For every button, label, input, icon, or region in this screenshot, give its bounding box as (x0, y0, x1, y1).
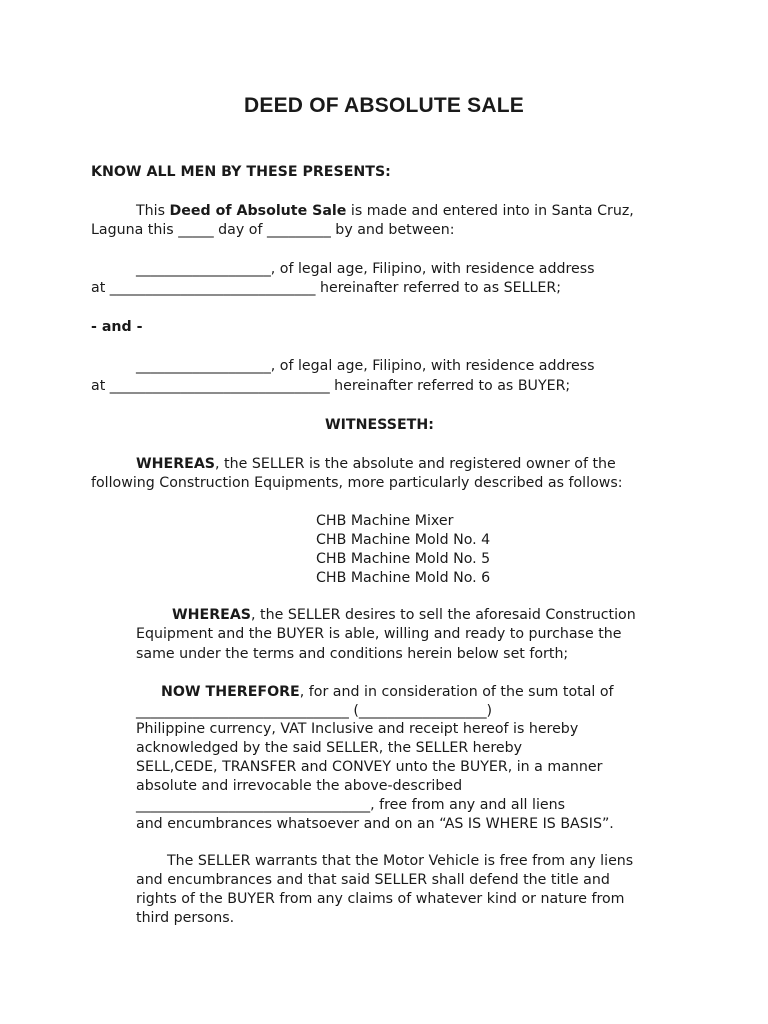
now-therefore-line-7: _________________________________, free from any and all liens (136, 797, 565, 813)
opening-line: KNOW ALL MEN BY THESE PRESENTS: (91, 164, 391, 180)
equipment-item: CHB Machine Mixer (316, 513, 454, 529)
warranty-line-3: rights of the BUYER from any claims of whatever kind or nature from (136, 891, 625, 907)
warranty-line-4: third persons. (136, 910, 235, 926)
whereas2-line-2: Equipment and the BUYER is able, willing and ready to purchase the (136, 626, 622, 642)
now-therefore-line-2: ______________________________ (__________________) (136, 703, 493, 719)
buyer-line-2: at _______________________________ hereinafter referred to as BUYER; (91, 378, 571, 394)
and-separator: - and - (91, 319, 143, 335)
intro-line-2: Laguna this _____ day of _________ by and between: (91, 222, 455, 238)
whereas2-rest: , the SELLER desires to sell the aforesaid Construction (251, 607, 636, 623)
intro-rest: is made and entered into in Santa Cruz, (346, 203, 634, 219)
whereas2-line-3: same under the terms and conditions herein below set forth; (136, 646, 569, 662)
now-therefore-line-3: Philippine currency, VAT Inclusive and receipt hereof is hereby (136, 721, 579, 737)
now-therefore-bold: NOW THEREFORE (161, 684, 300, 700)
intro-bold-deed: Deed of Absolute Sale (169, 203, 347, 219)
document-title: DEED OF ABSOLUTE SALE (244, 94, 524, 117)
witnesseth-heading: WITNESSETH: (325, 417, 434, 433)
now-therefore-line-8: and encumbrances whatsoever and on an “AS IS WHERE IS BASIS”. (136, 816, 614, 832)
now-therefore-line-6: absolute and irrevocable the above-described (136, 778, 463, 794)
equipment-item: CHB Machine Mold No. 4 (316, 532, 491, 548)
whereas2-bold: WHEREAS (172, 607, 252, 623)
intro-prefix: This (136, 203, 170, 219)
seller-line-1: ___________________, of legal age, Filipino, with residence address (136, 261, 595, 277)
buyer-line-1: ___________________, of legal age, Filipino, with residence address (136, 358, 595, 374)
intro-line-1 (136, 202, 634, 221)
whereas1-bold: WHEREAS (136, 456, 216, 472)
seller-line-2: at _____________________________ hereinafter referred to as SELLER; (91, 280, 562, 296)
whereas1-line-1 (136, 455, 616, 474)
now-therefore-line-5: SELL,CEDE, TRANSFER and CONVEY unto the BUYER, in a manner (136, 759, 603, 775)
equipment-item: CHB Machine Mold No. 6 (316, 570, 491, 586)
now-therefore-line-1 (161, 683, 614, 702)
now-therefore-line-4: acknowledged by the said SELLER, the SELLER hereby (136, 740, 523, 756)
whereas1-rest: , the SELLER is the absolute and registered owner of the (215, 456, 616, 472)
warranty-line-1: The SELLER warrants that the Motor Vehicle is free from any liens (167, 853, 634, 869)
whereas2-line-1 (172, 606, 636, 625)
whereas1-line-2: following Construction Equipments, more particularly described as follows: (91, 475, 623, 491)
warranty-line-2: and encumbrances and that said SELLER shall defend the title and (136, 872, 610, 888)
equipment-item: CHB Machine Mold No. 5 (316, 551, 491, 567)
now-therefore-rest: , for and in consideration of the sum total of (299, 684, 614, 700)
